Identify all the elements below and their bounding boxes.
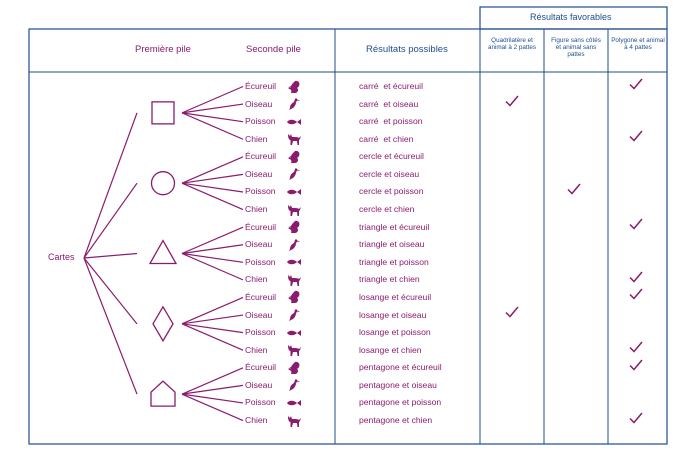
branch-root-to-circle-icon (84, 183, 137, 258)
outcome-text: carré et écureuil (359, 81, 424, 91)
bird-icon (286, 238, 302, 252)
animal-label: Oiseau (245, 168, 273, 179)
animal-label: Oiseau (245, 239, 273, 250)
animal-label: Écureuil (245, 151, 277, 162)
possible-results-header: Résultats possibles (366, 44, 448, 55)
root-label-cartes: Cartes (48, 252, 75, 262)
animal-label: Chien (245, 274, 268, 285)
outcome-text: triangle et chien (359, 274, 420, 285)
bird-icon (286, 167, 302, 181)
outcome-text: cercle et poisson (359, 186, 424, 197)
squirrel-icon (286, 220, 302, 234)
animal-label: Chien (245, 133, 268, 144)
fish-icon (286, 326, 302, 340)
checkmark-icon (629, 271, 643, 283)
outcome-text: losange et chien (359, 344, 422, 355)
outcome-text: triangle et poisson (359, 256, 429, 267)
branch-root-to-diamond-icon (84, 258, 137, 324)
squirrel-icon (286, 80, 302, 94)
fish-icon (286, 115, 302, 129)
squirrel-icon (286, 150, 302, 164)
outcome-text: carré et oiseau (359, 98, 419, 109)
square-icon (152, 102, 174, 124)
animal-label: Oiseau (245, 379, 273, 390)
dog-icon (286, 132, 302, 146)
dog-icon (286, 203, 302, 217)
pentagon-icon (151, 381, 175, 406)
animal-label: Écureuil (245, 362, 277, 373)
first-pile-header: Première pile (135, 44, 191, 55)
outcome-text: cercle et écureuil (359, 151, 424, 162)
outcome-text: pentagone et poisson (359, 397, 442, 408)
col-polygon-header: Polygone et animal à 4 pattes (611, 37, 665, 52)
outcome-text: cercle et chien (359, 204, 415, 215)
outcome-text: pentagone et écureuil (359, 362, 442, 373)
outcome-text: losange et écureuil (359, 291, 432, 302)
checkmark-icon (629, 359, 643, 371)
branch-root-to-square-icon (84, 113, 137, 258)
animal-label: Poisson (245, 116, 276, 127)
fish-icon (286, 255, 302, 269)
checkmark-icon (629, 288, 643, 300)
branch-root-to-triangle-icon (84, 254, 137, 258)
squirrel-icon (286, 290, 302, 304)
squirrel-icon (286, 361, 302, 375)
checkmark-icon (505, 95, 519, 107)
outcome-text: pentagone et oiseau (359, 379, 437, 390)
animal-label: Poisson (245, 327, 276, 338)
animal-label: Oiseau (245, 98, 273, 109)
animal-label: Écureuil (245, 291, 277, 302)
branch-root-to-pentagon-icon (84, 258, 137, 394)
dog-icon (286, 273, 302, 287)
animal-label: Chien (245, 415, 268, 426)
outcome-text: losange et poisson (359, 327, 431, 338)
checkmark-icon (629, 78, 643, 90)
outcome-text: carré et poisson (359, 116, 423, 127)
animal-label: Écureuil (245, 81, 277, 91)
fish-icon (286, 185, 302, 199)
circle-icon (152, 172, 175, 195)
animal-label: Écureuil (245, 221, 277, 232)
col-quadrilateral-header: Quadrilatère et animal à 2 pattes (488, 37, 536, 52)
outcome-text: triangle et oiseau (359, 239, 425, 250)
checkmark-icon (505, 306, 519, 318)
diamond-icon (153, 307, 173, 341)
checkmark-icon (629, 412, 643, 424)
outcome-text: carré et chien (359, 133, 414, 144)
checkmark-icon (629, 218, 643, 230)
checkmark-icon (567, 183, 581, 195)
triangle-icon (150, 241, 176, 264)
second-pile-header: Seconde pile (246, 44, 301, 55)
col-no-sides-header: Figure sans côtés et animal sans pattes (551, 37, 601, 59)
outcome-text: cercle et oiseau (359, 168, 420, 179)
bird-icon (286, 97, 302, 111)
outcome-text: triangle et écureuil (359, 221, 430, 232)
bird-icon (286, 378, 302, 392)
checkmark-icon (629, 341, 643, 353)
animal-label: Poisson (245, 186, 276, 197)
outcome-text: losange et oiseau (359, 309, 427, 320)
dog-icon (286, 343, 302, 357)
animal-label: Oiseau (245, 309, 273, 320)
favorable-results-header: Résultats favorables (530, 12, 612, 22)
outcome-text: pentagone et chien (359, 415, 433, 426)
animal-label: Chien (245, 344, 268, 355)
dog-icon (286, 414, 302, 428)
animal-label: Chien (245, 204, 268, 215)
bird-icon (286, 308, 302, 322)
checkmark-icon (629, 130, 643, 142)
animal-label: Poisson (245, 397, 276, 408)
fish-icon (286, 396, 302, 410)
animal-label: Poisson (245, 256, 276, 267)
